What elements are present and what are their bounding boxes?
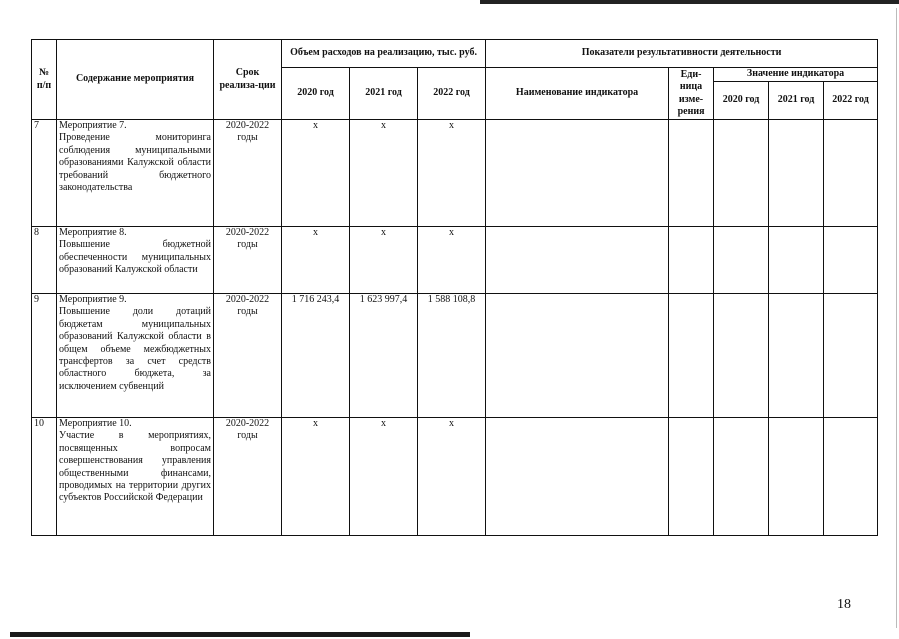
unit-cell	[669, 120, 714, 227]
expense-2020: х	[282, 120, 350, 227]
header-num: № п/п	[32, 40, 57, 120]
row-number: 7	[32, 120, 57, 227]
header-year-2021: 2021 год	[350, 68, 418, 120]
table-row	[32, 294, 878, 418]
expense-2021: х	[350, 120, 418, 227]
expense-2021: х	[350, 227, 418, 294]
measure-text: Проведение мониторинга соблюдения муниципальными образованиями Калужской области требований бюджетного законодательства	[59, 132, 211, 194]
header-value-2021: 2021 год	[769, 82, 824, 120]
measure-text: Повышение доли дотаций бюджетам муниципальных образований Калужской области в общем объеме межбюджетных трансфертов за счет средств областного бюджета, за исключением субвенций	[59, 306, 211, 392]
header-year-2020: 2020 год	[282, 68, 350, 120]
expense-2021: х	[350, 418, 418, 536]
term-cell: 2020-2022 годы	[214, 294, 282, 418]
table-row	[32, 120, 878, 227]
term-cell: 2020-2022 годы	[214, 418, 282, 536]
table-row	[32, 418, 878, 536]
header-indicator-name: Наименование индикатора	[486, 68, 669, 120]
measure-text: Повышение бюджетной обеспеченности муниципальных образований Калужской области	[59, 239, 211, 276]
indicator-name-cell	[486, 294, 669, 418]
measure-text: Участие в мероприятиях, посвященных вопросам совершенствования управления общественными финансами, проводимых на территории других субъектов Российской Федерации	[59, 430, 211, 504]
value-2020-cell	[714, 294, 769, 418]
value-2021-cell	[769, 120, 824, 227]
value-2022-cell	[824, 227, 878, 294]
measures-table	[31, 39, 878, 536]
header-value-2022: 2022 год	[824, 82, 878, 120]
header-value-2020: 2020 год	[714, 82, 769, 120]
value-2021-cell	[769, 227, 824, 294]
unit-cell	[669, 418, 714, 536]
unit-cell	[669, 227, 714, 294]
expense-2022: 1 588 108,8	[418, 294, 486, 418]
table-row	[32, 227, 878, 294]
header-year-2022: 2022 год	[418, 68, 486, 120]
value-2020-cell	[714, 120, 769, 227]
scan-edge-right	[896, 8, 897, 628]
row-number: 9	[32, 294, 57, 418]
value-2021-cell	[769, 418, 824, 536]
expense-2022: х	[418, 227, 486, 294]
header-expenses: Объем расходов на реализацию, тыс. руб.	[282, 40, 486, 68]
expense-2020: х	[282, 227, 350, 294]
value-2020-cell	[714, 418, 769, 536]
expense-2020: х	[282, 418, 350, 536]
header-unit: Еди-ница изме-рения	[669, 68, 714, 120]
expense-2021: 1 623 997,4	[350, 294, 418, 418]
header-term: Срок реализа-ции	[214, 40, 282, 120]
scan-edge-bottom	[10, 632, 470, 637]
term-cell: 2020-2022 годы	[214, 120, 282, 227]
header-content: Содержание мероприятия	[57, 40, 214, 120]
measure-title: Мероприятие 9.	[59, 294, 127, 305]
scan-edge-top	[480, 0, 899, 4]
measure-cell	[57, 227, 214, 294]
measure-title: Мероприятие 10.	[59, 418, 132, 429]
value-2020-cell	[714, 227, 769, 294]
measure-cell	[57, 418, 214, 536]
measure-title: Мероприятие 7.	[59, 120, 127, 131]
measure-cell	[57, 120, 214, 227]
row-number: 8	[32, 227, 57, 294]
page-number: 18	[837, 597, 851, 612]
row-number: 10	[32, 418, 57, 536]
expense-2020: 1 716 243,4	[282, 294, 350, 418]
expense-2022: х	[418, 418, 486, 536]
header-indicator-value: Значение индикатора	[714, 68, 878, 82]
indicator-name-cell	[486, 120, 669, 227]
term-cell: 2020-2022 годы	[214, 227, 282, 294]
value-2021-cell	[769, 294, 824, 418]
header-indicators: Показатели результативности деятельности	[486, 40, 878, 68]
expense-2022: х	[418, 120, 486, 227]
value-2022-cell	[824, 294, 878, 418]
measure-cell	[57, 294, 214, 418]
unit-cell	[669, 294, 714, 418]
indicator-name-cell	[486, 227, 669, 294]
indicator-name-cell	[486, 418, 669, 536]
measure-title: Мероприятие 8.	[59, 227, 127, 238]
value-2022-cell	[824, 418, 878, 536]
value-2022-cell	[824, 120, 878, 227]
